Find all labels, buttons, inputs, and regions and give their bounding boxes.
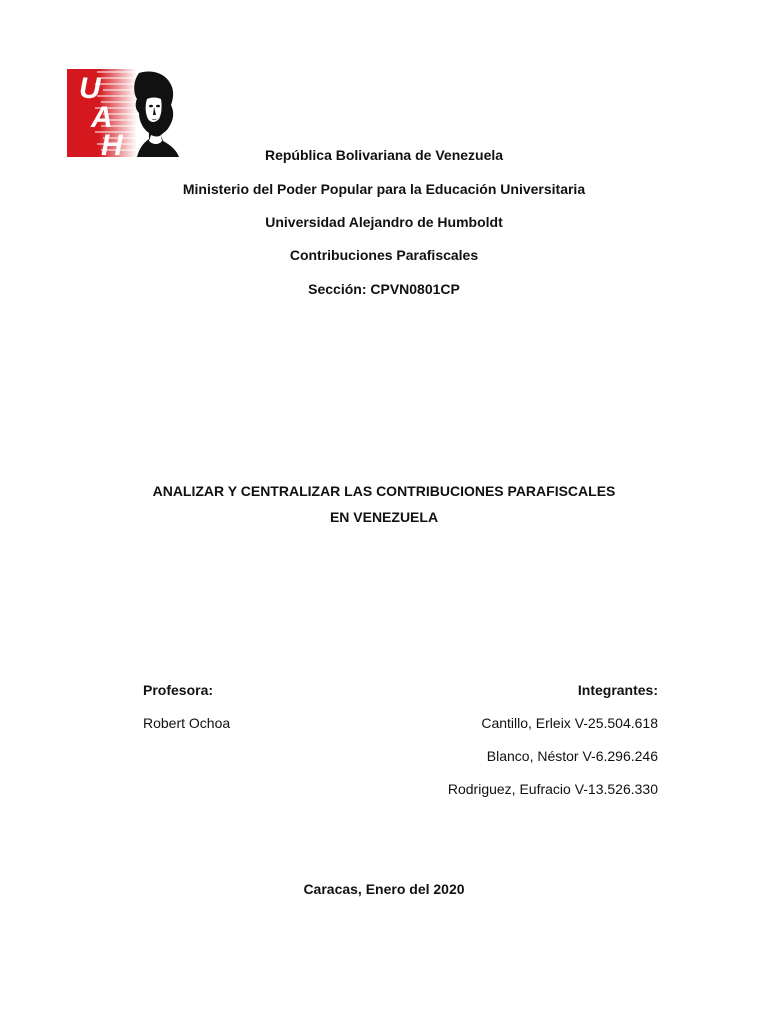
- header-country: República Bolivariana de Venezuela: [264, 147, 504, 163]
- header-section: Sección: CPVN0801CP: [308, 281, 460, 297]
- svg-text:H: H: [101, 129, 123, 157]
- header-ministry: Ministerio del Poder Popular para la Educación Universitaria: [182, 181, 586, 197]
- professor-name: Robert Ochoa: [143, 715, 231, 731]
- document-title: [0, 478, 768, 530]
- member-item: Cantillo, Erleix V-25.504.618: [481, 715, 658, 731]
- members-label: Integrantes:: [577, 682, 658, 698]
- professor-label: Profesora:: [143, 682, 214, 698]
- title-line-1: ANALIZAR Y CENTRALIZAR LAS CONTRIBUCIONES PARAFISCALES: [152, 483, 616, 499]
- svg-text:U: U: [79, 72, 101, 105]
- header-university: Universidad Alejandro de Humboldt: [265, 214, 503, 230]
- svg-text:A: A: [91, 101, 113, 134]
- title-line-2: EN VENEZUELA: [329, 509, 439, 525]
- uah-logo: [67, 69, 179, 157]
- header-course: Contribuciones Parafiscales: [289, 247, 479, 263]
- member-item: Rodriguez, Eufracio V-13.526.330: [447, 781, 658, 797]
- place-date: Caracas, Enero del 2020: [303, 881, 465, 897]
- member-item: Blanco, Néstor V-6.296.246: [486, 748, 658, 764]
